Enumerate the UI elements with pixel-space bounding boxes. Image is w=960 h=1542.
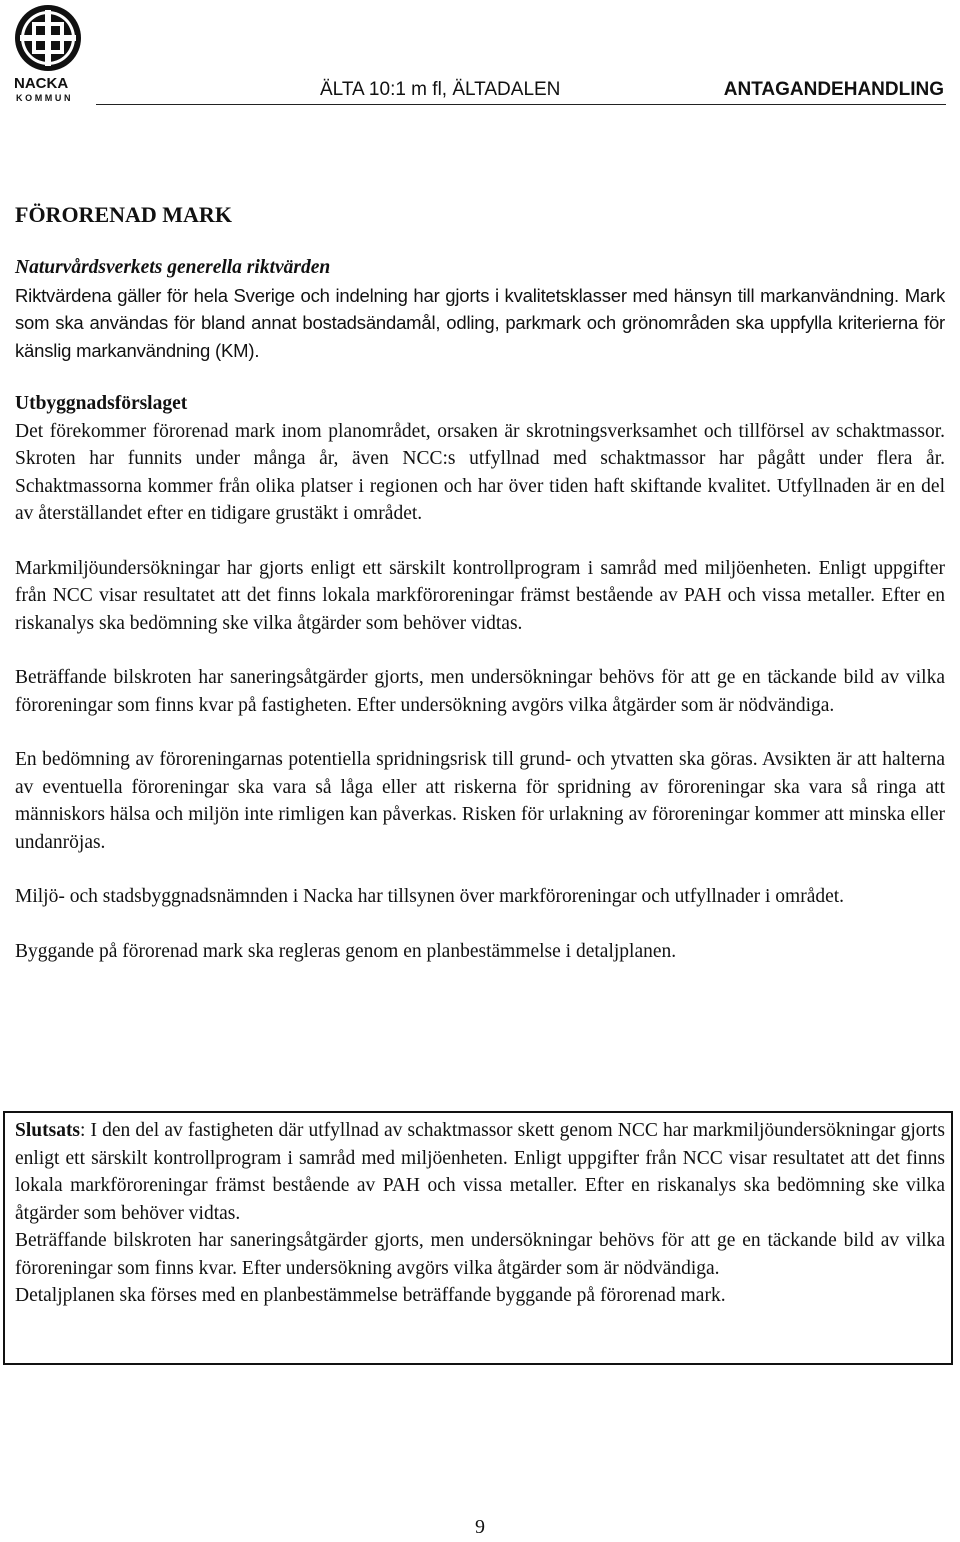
paragraph-6: Byggande på förorenad mark ska regleras genom en planbestämmelse i detaljplanen.: [15, 940, 677, 962]
svg-text:NACKA: NACKA: [14, 75, 69, 92]
conclusion-paragraph-2: Beträffande bilskroten har saneringsåtgärder gjorts, men undersökningar behövs för att ge en täckande bild av vilka föroreningar som finns kvar. Efter undersökning avgörs vilka åtgärder som är nödvändiga.: [15, 1230, 945, 1279]
page-number: 9: [475, 1516, 485, 1538]
section-title: FÖRORENAD MARK: [15, 202, 232, 227]
paragraph-4: En bedömning av föroreningarnas potentiella spridningsrisk till grund- och ytvatten ska göras. Avsikten är att halterna av eventuella föroreningar ska vara så låga eller att riskerna för spridning av föroreningar ska vara så ringa att människors hälsa och miljön inte rimligen kan påverkas. Risken för urlakning av föroreningar kommer att minska eller undanröjas.: [15, 749, 945, 853]
paragraph-1: Det förekommer förorenad mark inom planområdet, orsaken är skrotningsverksamhet och tillförsel av schaktmassor. Skroten har funnits under många år, även NCC:s utfyllnad med schaktmassor har pågått under flera år. Schaktmassorna kommer från olika platser i regionen och har över tiden haft skiftande kvalitet. Utfyllnaden är en del av återställandet efter en tidigare grustäkt i området.: [15, 420, 945, 524]
conclusion-content: [15, 1117, 945, 1310]
document-status: ANTAGANDEHANDLING: [723, 79, 944, 100]
paragraph-riktvarden: Riktvärdena gäller för hela Sverige och indelning har gjorts i kvalitetsklasser med hänsyn till markanvändning. Mark som ska användas för bland annat bostadsändamål, odling, parkmark och grönområden ska uppfylla kriterierna för känslig markanvändning (KM).: [15, 284, 945, 361]
svg-text:KOMMUN: KOMMUN: [16, 93, 74, 103]
subheading-riktvarden: Naturvårdsverkets generella riktvärden: [15, 257, 331, 278]
conclusion-paragraph-1: [15, 1117, 945, 1227]
paragraph-2: Markmiljöundersökningar har gjorts enligt ett särskilt kontrollprogram i samråd med miljöenheten. Enligt uppgifter från NCC visar resultatet att det finns lokala markföroreningar främst bestående av PAH och vissa metaller. Efter en riskanalys ska bedömning ske vilka åtgärder som behöver vidtas.: [15, 557, 945, 634]
project-title: ÄLTA 10:1 m fl, ÄLTADALEN: [320, 79, 561, 100]
nacka-kommun-logo: [12, 2, 88, 104]
paragraph-5: Miljö- och stadsbyggnadsnämnden i Nacka har tillsynen över markföroreningar och utfyllnader i området.: [15, 886, 845, 907]
paragraph-3: Beträffande bilskroten har saneringsåtgärder gjorts, men undersökningar behövs för att ge en täckande bild av vilka föroreningar som finns kvar på fastigheten. Efter undersökning avgörs vilka åtgärder som är nödvändiga.: [15, 667, 945, 716]
subheading-utbyggnadsforslaget: Utbyggnadsförslaget: [15, 393, 188, 414]
header-rule: [96, 104, 946, 105]
conclusion-text-1: : I den del av fastigheten där utfyllnad av schaktmassor skett genom NCC har markmiljöundersökningar gjorts enligt ett särskilt kontrollprogram i samråd med miljöenheten. Enligt uppgifter från NCC visar resultatet att det finns lokala markföroreningar främst bestående av PAH och vissa metaller. Efter en riskanalys ska bedömning ske vilka åtgärder som behöver vidtas.: [15, 1120, 945, 1224]
conclusion-paragraph-3: Detaljplanen ska förses med en planbestämmelse beträffande byggande på förorenad mark.: [15, 1285, 726, 1306]
conclusion-label: Slutsats: [15, 1120, 81, 1141]
main-content: [15, 200, 945, 965]
